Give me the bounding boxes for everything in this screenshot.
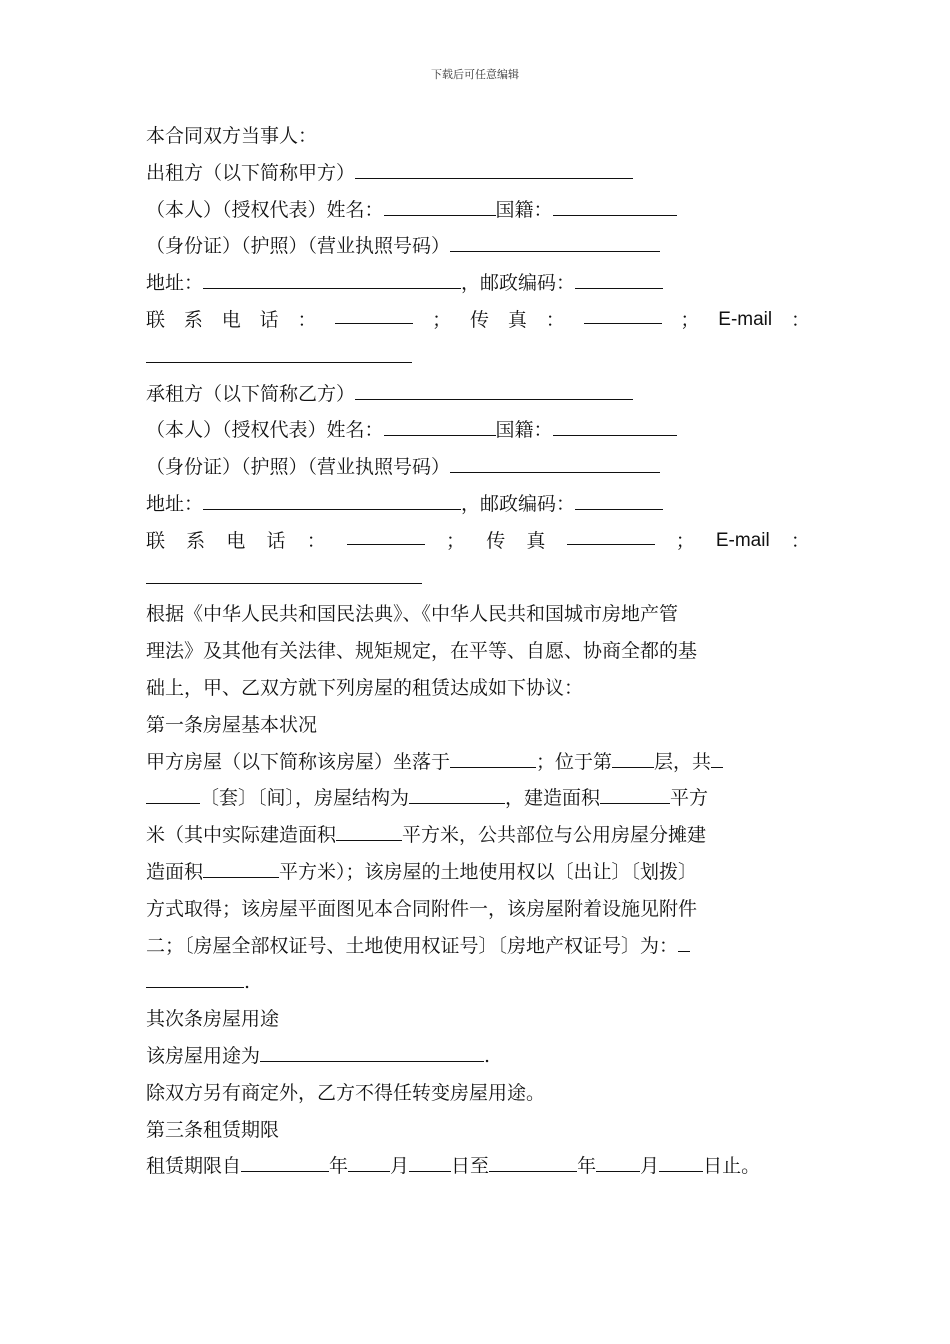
contact-char: 系 (186, 529, 206, 552)
lessor-email-line (146, 339, 810, 376)
article-3-line-1 (146, 1148, 810, 1185)
contact-colon: ： (545, 308, 565, 331)
lessee-contact-line (146, 523, 810, 560)
period-mark: . (244, 971, 251, 994)
lessor-nationality-label: 国籍： (495, 198, 553, 221)
lessor-name-line (146, 192, 810, 229)
lessor-contact-line (146, 302, 810, 339)
actual-area-label: 米（其中实际建造面积 (146, 824, 337, 847)
contact-colon: ： (306, 529, 326, 552)
floor-area-blank[interactable] (600, 782, 670, 804)
article-2-line-2: 除双方另有商定外，乙方不得任转变房屋用途。 (146, 1081, 546, 1104)
lessee-blank[interactable] (355, 378, 633, 400)
total-blank-start[interactable] (711, 746, 723, 768)
purpose-label: 该房屋用途为 (146, 1044, 261, 1067)
year-label: 年 (329, 1155, 349, 1178)
lessor-name-label: （本人）（授权代表）姓名： (146, 198, 384, 221)
article-1-line-3 (146, 817, 810, 854)
lessee-address-blank[interactable] (203, 488, 461, 510)
contact-char: 联 (146, 308, 166, 331)
lessor-address-label: 地址： (146, 272, 204, 295)
contact-colon: ： (790, 529, 810, 552)
preamble-line-1: 根据《中华人民共和国民法典》、《中华人民共和国城市房地产管 (146, 603, 679, 626)
total-blank-end[interactable] (146, 782, 200, 804)
contact-char: 传 (486, 529, 506, 552)
location-blank[interactable] (450, 746, 536, 768)
lessee-postcode-label: ，邮政编码： (461, 492, 576, 515)
lessee-id-blank[interactable] (450, 451, 660, 473)
lessee-label: 承租方（以下简称乙方） (146, 382, 356, 405)
email-label: E-mail (718, 308, 773, 330)
lessee-id-line (146, 449, 810, 486)
article-2-heading: 其次条房屋用途 (146, 1008, 280, 1031)
structure-blank[interactable] (409, 782, 505, 804)
lessee-nationality-label: 国籍： (495, 419, 553, 442)
start-day-blank[interactable] (409, 1150, 451, 1172)
land-use-text: 平方米）；该房屋的土地使用权以〔出让〕〔划拨〕 (279, 860, 698, 883)
lessee-nationality-blank[interactable] (553, 414, 677, 436)
article-1-line-6 (146, 928, 810, 965)
structure-label: 〔套〕〔间〕，房屋结构为 (200, 787, 410, 810)
article-1-line-5: 方式取得；该房屋平面图见本合同附件一，该房屋附着设施见附件 (146, 897, 698, 920)
lessee-address-label: 地址： (146, 492, 204, 515)
unit-label: 平方 (670, 787, 709, 810)
lessor-id-line (146, 228, 810, 265)
end-day-blank[interactable] (659, 1150, 703, 1172)
lessor-id-blank[interactable] (450, 230, 660, 252)
certificate-label: 二；〔房屋全部权证号、土地使用权证号〕〔房地产权证号〕为： (146, 934, 679, 957)
lessor-postcode-blank[interactable] (575, 267, 663, 289)
lessor-address-blank[interactable] (203, 267, 461, 289)
total-label: 层，共 (654, 750, 712, 773)
contact-char: 电 (226, 529, 246, 552)
actual-area-blank[interactable] (336, 819, 402, 841)
lessor-name-blank[interactable] (384, 194, 496, 216)
term-from-label: 租赁期限自 (146, 1155, 242, 1178)
lessee-id-label: （身份证）（护照）（营业执照号码） (146, 456, 451, 479)
month-label: 月 (640, 1155, 660, 1178)
contact-char: 话 (259, 308, 279, 331)
parties-heading: 本合同双方当事人： (146, 125, 318, 147)
lessor-nationality-blank[interactable] (553, 194, 677, 216)
year-label: 年 (577, 1155, 597, 1178)
email-label: E-mail (715, 529, 770, 551)
contact-char: 联 (146, 529, 166, 552)
article-1-heading: 第一条房屋基本状况 (146, 713, 318, 736)
contact-char: 电 (221, 308, 241, 331)
lessee-name-label: （本人）（授权代表）姓名： (146, 419, 384, 442)
contact-char: 话 (266, 529, 286, 552)
day-end-label: 日止。 (703, 1155, 761, 1178)
lessee-phone-blank[interactable] (347, 523, 425, 545)
lessor-phone-blank[interactable] (335, 302, 413, 324)
contact-char: 传 (470, 308, 490, 331)
preamble-line-2: 理法》及其他有关法律、规矩规定，在平等、自愿、协商全都的基 (146, 640, 698, 663)
lessor-label: 出租方（以下简称甲方） (146, 161, 356, 184)
shared-area-label: 平方米，公共部位与公用房屋分摊建 (402, 824, 707, 847)
lessee-name-blank[interactable] (384, 414, 496, 436)
contact-char: 真 (526, 529, 546, 552)
floor-blank[interactable] (612, 746, 654, 768)
lessee-line (146, 376, 810, 413)
contact-separator: ； (432, 308, 452, 331)
contact-colon: ： (297, 308, 317, 331)
article-1-line-1 (146, 744, 810, 781)
contact-separator: ； (680, 308, 700, 331)
contact-colon: ： (790, 308, 810, 331)
article-1-line-7 (146, 964, 810, 1001)
lessor-address-line (146, 265, 810, 302)
preamble-line-3: 础上，甲、乙双方就下列房屋的租赁达成如下协议： (146, 676, 584, 699)
contact-char: 真 (507, 308, 527, 331)
lessee-address-line (146, 486, 810, 523)
certificate-blank-start[interactable] (678, 930, 690, 952)
article-3-heading: 第三条租赁期限 (146, 1118, 280, 1141)
location-label: 甲方房屋（以下简称该房屋）坐落于 (146, 750, 451, 773)
lessor-id-label: （身份证）（护照）（营业执照号码） (146, 235, 451, 258)
contact-char: 系 (183, 308, 203, 331)
article-1-line-2 (146, 780, 810, 817)
lessee-email-line (146, 560, 810, 597)
lessor-postcode-label: ，邮政编码： (461, 272, 576, 295)
start-year-blank[interactable] (241, 1150, 329, 1172)
lessee-name-line (146, 412, 810, 449)
lessor-line (146, 155, 810, 192)
article-2-line-1 (146, 1038, 810, 1075)
start-month-blank[interactable] (348, 1150, 390, 1172)
month-label: 月 (390, 1155, 410, 1178)
floor-area-label: ，建造面积 (505, 787, 601, 810)
shared-area-prefix: 造面积 (146, 860, 204, 883)
page-header: 下载后可任意编辑 (431, 68, 519, 81)
lessee-postcode-blank[interactable] (575, 488, 663, 510)
end-year-blank[interactable] (489, 1150, 577, 1172)
certificate-blank-end[interactable] (146, 966, 244, 988)
contact-separator: ； (446, 529, 466, 552)
contact-separator: ； (675, 529, 695, 552)
lessee-fax-blank[interactable] (567, 523, 655, 545)
lessor-fax-blank[interactable] (584, 302, 662, 324)
lessor-email-blank[interactable] (146, 341, 412, 363)
lessor-blank[interactable] (355, 157, 633, 179)
shared-area-blank[interactable] (203, 856, 279, 878)
article-1-line-4 (146, 854, 810, 891)
day-to-label: 日至 (451, 1155, 490, 1178)
end-month-blank[interactable] (596, 1150, 640, 1172)
period-mark: . (484, 1044, 491, 1067)
contract-body (146, 118, 810, 1185)
floor-label: ；位于第 (536, 750, 613, 773)
lessee-email-blank[interactable] (146, 562, 422, 584)
purpose-blank[interactable] (260, 1040, 484, 1062)
